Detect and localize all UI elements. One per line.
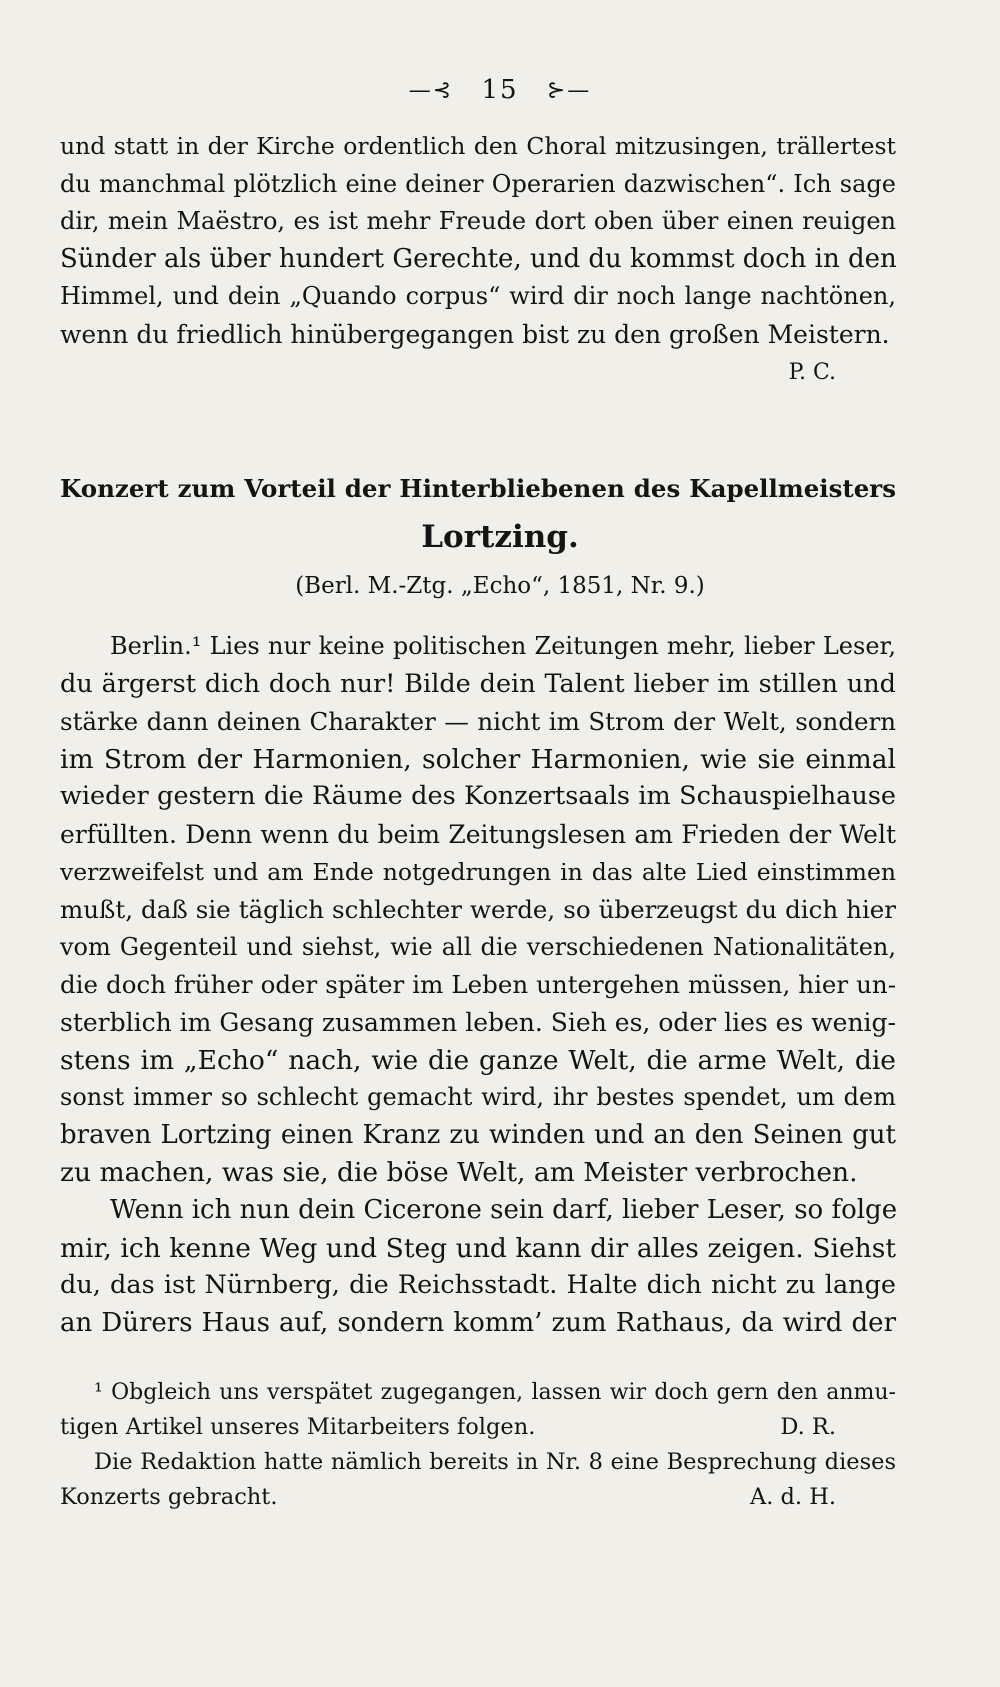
text-line: mir, ich kenne Weg und Steg und kann dir alles zeigen. Siehst (60, 1232, 896, 1264)
footnote-2-line-2 (60, 1480, 896, 1515)
text-line: stens im „Echo“ nach, wie die ganze Welt, die arme Welt, die (60, 1044, 896, 1076)
article-title-line-1: Konzert zum Vorteil der Hinterbliebenen des Kapellmeisters (60, 474, 896, 503)
page-number: 15 (481, 75, 519, 105)
text-line: die doch früher oder später im Leben untergehen müssen, hier un- (60, 970, 896, 1000)
footnote-1-line-1: ¹ Obgleich uns verspätet zugegangen, lassen wir doch gern den anmu- (94, 1380, 896, 1405)
intro-paragraph (60, 128, 896, 391)
footnote-1-signature: D. R. (780, 1414, 836, 1440)
text-line: braven Lortzing einen Kranz zu winden und an den Seinen gut (60, 1119, 896, 1150)
footnote-2-signature: A. d. H. (749, 1484, 836, 1510)
text-line: Sünder als über hundert Gerechte, und du kommst doch in den (60, 243, 897, 274)
text-line: verzweifelst und am Ende notgedrungen in das alte Lied einstimmen (60, 857, 896, 886)
text-line: und statt in der Kirche ordentlich den Choral mitzusingen, trällertest (60, 132, 896, 160)
footnote-2-line-1: Die Redaktion hatte nämlich bereits in Nr. 8 eine Besprechung dieses (94, 1449, 896, 1475)
page-header (0, 74, 1000, 105)
text-line: Himmel, und dein „Quando corpus“ wird dir noch lange nachtönen, (60, 282, 896, 311)
intro-signature: P. C. (788, 359, 836, 385)
ornament-left: —⊰ (408, 77, 454, 103)
text-line: zu machen, was sie, die böse Welt, am Meister verbrochen. (60, 1157, 858, 1189)
text-line: Berlin.¹ Lies nur keine politischen Zeitungen mehr, lieber Leser, (110, 632, 896, 660)
article-title-line-2: Lortzing. (421, 519, 579, 555)
text-line: du, das ist Nürnberg, die Reichsstadt. Halte dich nicht zu lange (60, 1270, 896, 1301)
article-source: (Berl. M.-Ztg. „Echo“, 1851, Nr. 9.) (295, 573, 705, 599)
text-line: dir, mein Maëstro, es ist mehr Freude dort oben über einen reuigen (60, 207, 896, 236)
article-paragraph-2 (60, 1192, 896, 1342)
footnote-1-text: tigen Artikel unseres Mitarbeiters folgen. (60, 1414, 536, 1440)
text-line: erfüllten. Denn wenn du beim Zeitungslesen am Frieden der Welt (60, 819, 896, 849)
text-line: mußt, daß sie täglich schlechter werde, so überzeugst du dich hier (60, 895, 896, 925)
text-line: sonst immer so schlecht gemacht wird, ihr bestes spendet, um dem (60, 1083, 896, 1112)
footnote-1-line-2 (60, 1410, 896, 1445)
footnote-2-text: Konzerts gebracht. (60, 1484, 278, 1510)
footnotes (60, 1375, 896, 1515)
text-line: du ärgerst dich doch nur! Bilde dein Talent lieber im stillen und (60, 668, 896, 699)
article-paragraph-1 (60, 628, 896, 1192)
text-line: vom Gegenteil und siehst, wie all die verschiedenen Nationalitäten, (60, 932, 896, 961)
text-line: wieder gestern die Räume des Konzertsaals im Schauspielhause (60, 781, 896, 812)
text-line: du manchmal plötzlich eine deiner Operarien dazwischen“. Ich sage (60, 169, 896, 198)
text-line: wenn du friedlich hinübergegangen bist zu den großen Meistern. (60, 319, 890, 349)
text-line: im Strom der Harmonien, solcher Harmonien, wie sie einmal (60, 743, 896, 775)
ornament-right: ⊱— (546, 77, 592, 103)
text-line: an Dürers Haus auf, sondern komm’ zum Rathaus, da wird der (60, 1307, 896, 1338)
text-line: Wenn ich nun dein Cicerone sein darf, lieber Leser, so folge (110, 1195, 898, 1225)
text-line: sterblich im Gesang zusammen leben. Sieh es, oder lies es wenig- (60, 1007, 896, 1037)
text-line: stärke dann deinen Charakter — nicht im Strom der Welt, sondern (60, 707, 896, 737)
